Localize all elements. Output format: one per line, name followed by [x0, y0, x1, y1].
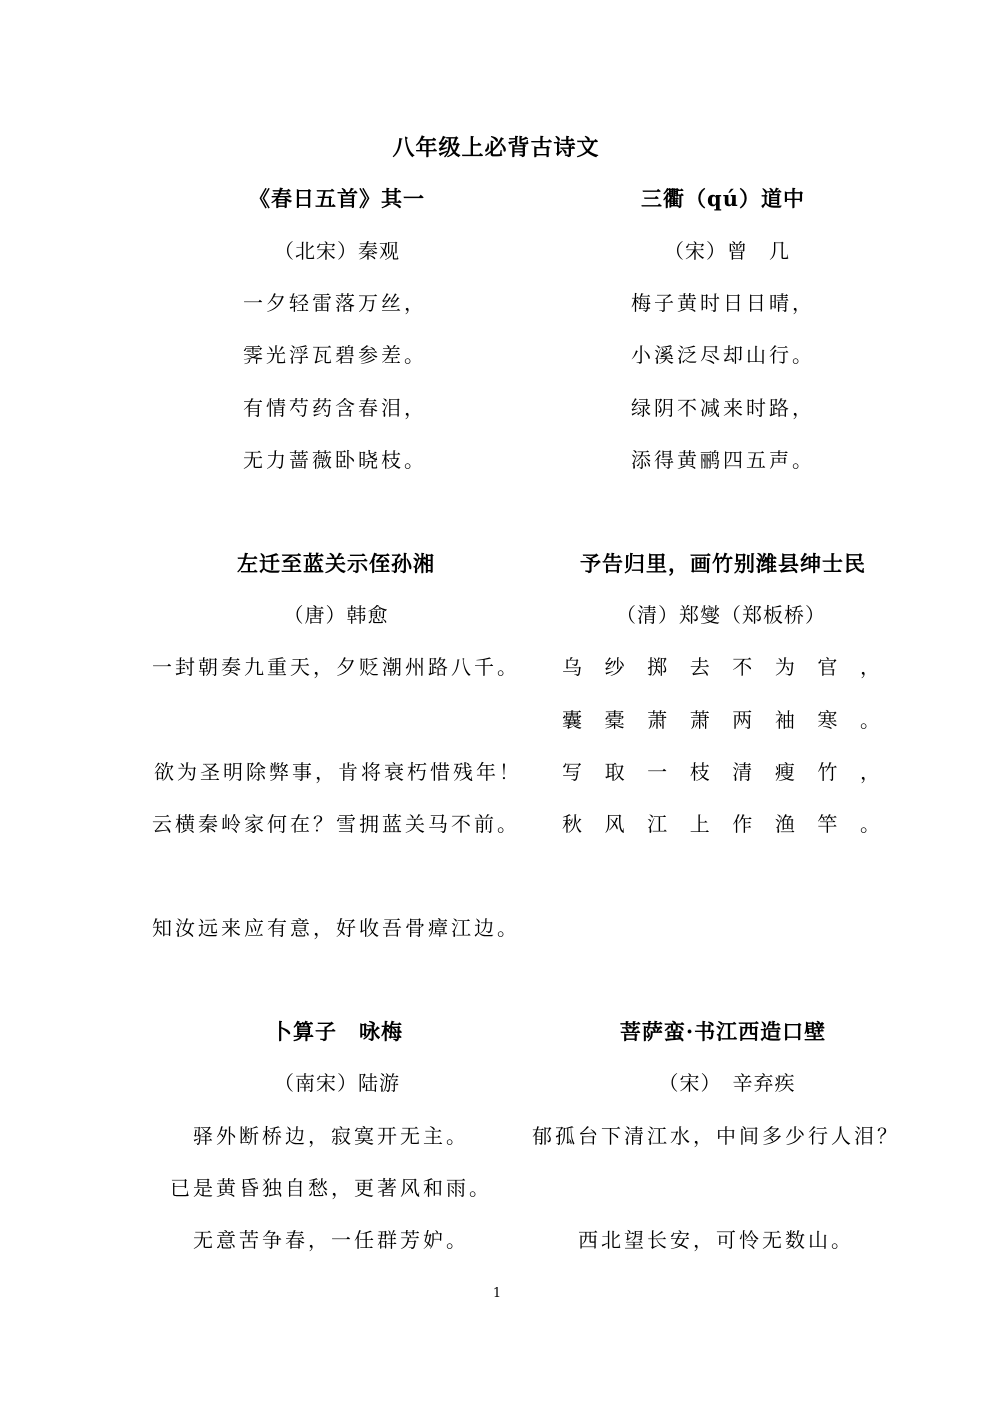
poem-char: 为 — [774, 655, 795, 679]
poem-char: 取 — [604, 760, 625, 784]
poem-author: （宋）曾 几 — [664, 239, 790, 263]
poem-char: ， — [859, 655, 880, 679]
poem-author: （清）郑燮（郑板桥） — [616, 603, 826, 627]
poem-char: 作 — [732, 812, 753, 836]
poem-line — [562, 762, 880, 782]
poem-line: 郁孤台下清江水，中间多少行人泪？ — [532, 1124, 900, 1148]
poem-line: 一封朝奏九重天，夕贬潮州路八千。 — [152, 655, 520, 679]
poem-line: 一夕轻雷落万丝， — [243, 291, 427, 315]
poem-line — [562, 710, 880, 730]
poem-char: 掷 — [647, 655, 668, 679]
poem-char: 渔 — [774, 812, 795, 836]
poem-char: 囊 — [562, 708, 582, 732]
poem-char: 萧 — [689, 708, 710, 732]
poem-line: 有情芍药含春泪， — [243, 396, 427, 420]
poem-char: 乌 — [562, 655, 582, 679]
poem-line: 小溪泛尽却山行。 — [631, 343, 815, 367]
poem-char: 去 — [689, 655, 710, 679]
poem-line — [562, 814, 880, 834]
poem-char: 寒 — [817, 708, 838, 732]
poem-char: 。 — [859, 708, 880, 732]
page-number: 1 — [492, 1286, 502, 1301]
poem-line: 无意苦争春，一任群芳妒。 — [193, 1228, 469, 1252]
poem-char: 江 — [647, 812, 668, 836]
poem-char: 两 — [732, 708, 753, 732]
poem-char: 纱 — [604, 655, 625, 679]
poem-line: 梅子黄时日日晴， — [631, 291, 815, 315]
poem-title: 菩萨蛮·书江西造口壁 — [619, 1019, 827, 1044]
poem-char: 枝 — [689, 760, 710, 784]
poem-title: 三衢（qú）道中 — [641, 186, 805, 211]
poem-line: 已是黄昏独自愁，更著风和雨。 — [170, 1176, 492, 1200]
poem-author: （南宋）陆游 — [274, 1071, 400, 1095]
poem-title: 卜算子 咏梅 — [271, 1019, 403, 1044]
poem-line: 西北望长安，可怜无数山。 — [578, 1228, 854, 1252]
poem-char: 写 — [562, 760, 582, 784]
poem-char: 风 — [604, 812, 625, 836]
poem-line: 欲为圣明除弊事，肯将衰朽惜残年！ — [154, 760, 522, 784]
poem-char: 不 — [732, 655, 753, 679]
poem-char: 萧 — [647, 708, 668, 732]
poem-char: 秋 — [562, 812, 582, 836]
poem-char: 官 — [817, 655, 838, 679]
document-title: 八年级上必背古诗文 — [392, 135, 600, 161]
poem-line: 绿阴不减来时路， — [631, 396, 815, 420]
poem-line: 驿外断桥边，寂寞开无主。 — [193, 1124, 469, 1148]
poem-char: 袖 — [774, 708, 795, 732]
poem-line: 知汝远来应有意，好收吾骨瘴江边。 — [152, 916, 520, 940]
poem-char: 一 — [647, 760, 668, 784]
poem-char: 瘦 — [774, 760, 795, 784]
poem-line: 霁光浮瓦碧参差。 — [243, 343, 427, 367]
poem-line — [562, 657, 880, 677]
poem-char: 。 — [859, 812, 880, 836]
poem-author: （北宋）秦观 — [274, 239, 400, 263]
poem-char: 竹 — [817, 760, 838, 784]
poem-char: 橐 — [604, 708, 625, 732]
poem-line: 添得黄鹂四五声。 — [631, 448, 815, 472]
poem-title: 《春日五首》其一 — [249, 186, 425, 211]
poem-char: 竿 — [817, 812, 838, 836]
poem-line: 无力蔷薇卧晓枝。 — [243, 448, 427, 472]
poem-line: 云横秦岭家何在？雪拥蓝关马不前。 — [152, 812, 520, 836]
poem-author: （宋） 辛弃疾 — [658, 1071, 796, 1095]
poem-author: （唐）韩愈 — [283, 603, 389, 627]
poem-char: 清 — [732, 760, 753, 784]
poem-title: 左迁至蓝关示侄孙湘 — [237, 551, 435, 576]
poem-char: ， — [859, 760, 880, 784]
poem-char: 上 — [689, 812, 710, 836]
poem-title: 予告归里，画竹别潍县绅士民 — [580, 551, 866, 576]
